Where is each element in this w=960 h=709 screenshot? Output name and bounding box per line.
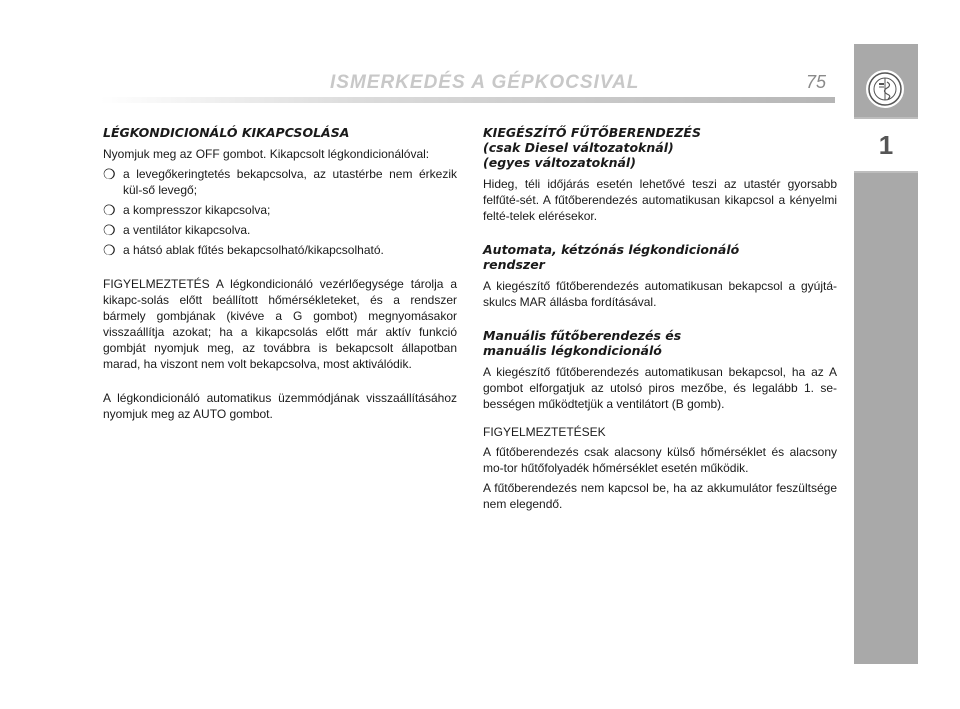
auto-text: A légkondicionáló automatikus üzemmódjának visszaállításához nyomjuk meg az AUTO gombot.	[103, 391, 457, 421]
chapter-tab[interactable]: 1	[854, 117, 918, 173]
automatic-text: A kiegészítő fűtőberendezés automatikusan bekapcsol a gyújtá-skulcs MAR állásba fordításával.	[483, 279, 837, 309]
list-item: ❍ a hátsó ablak fűtés bekapcsolható/kikapcsolható.	[103, 242, 384, 258]
alfa-romeo-badge-icon	[868, 72, 902, 106]
warning-text-1: A fűtőberendezés csak alacsony külső hőmérséklet és alacsony mo-tor hűtőfolyadék hőmérséklet esetén működik.	[483, 445, 837, 475]
header-rule	[100, 97, 835, 103]
running-header-title: ISMERKEDÉS A GÉPKOCSIVAL	[330, 72, 640, 93]
warnings-title: FIGYELMEZTETÉSEK	[483, 425, 606, 439]
warning-text: FIGYELMEZTETÉS A légkondicionáló vezérlőegysége tárolja a kikapc-solás előtt beállított hőmérsékleteket, és a rendszer bármely gombjának (kivéve a G gombot) megnyomásakor visszaállítja azokat; ha a kikapcsolás előtt már aktív funkció gombját nyomjuk meg, az továbbra is bekapcsolt állapotban marad, ha viszont nem volt bekapcsolva, most aktiválódik.	[103, 277, 457, 371]
left-column	[103, 125, 457, 426]
section-heading: LÉGKONDICIONÁLÓ KIKAPCSOLÁSA	[103, 125, 350, 140]
subheading-automatic: Automata, kétzónás légkondicionáló rendszer	[483, 242, 740, 272]
right-column	[483, 125, 837, 516]
page-number: 75	[806, 72, 827, 92]
list-item: ❍ a ventilátor kikapcsolva.	[103, 222, 251, 238]
manual-text: A kiegészítő fűtőberendezés automatikusan bekapcsol, ha az A gombot elforgatjuk az utolsó piros mezőbe, és legalább 1. se-bességen működtetjük a ventilátort (B gomb).	[483, 365, 837, 411]
warning-text-2: A fűtőberendezés nem kapcsol be, ha az akkumulátor feszültsége nem elegendő.	[483, 481, 837, 511]
intro-text: Nyomjuk meg az OFF gombot. Kikapcsolt légkondicionálóval:	[103, 147, 430, 161]
section-heading-heater: KIEGÉSZÍTŐ FŰTŐBERENDEZÉS (csak Diesel változatoknál) (egyes változatoknál)	[483, 125, 701, 170]
circle-bullet-icon: ❍	[103, 166, 116, 182]
heater-description: Hideg, téli időjárás esetén lehetővé teszi az utastér gyorsabb felfűté-sét. A fűtőberendezés automatikusan kikapcsol a kényelmi felté-telek elérésekor.	[483, 177, 837, 223]
circle-bullet-icon: ❍	[103, 222, 116, 238]
circle-bullet-icon: ❍	[103, 202, 116, 218]
list-item: ❍ a levegőkeringtetés bekapcsolva, az utastérbe nem érkezik kül-ső levegő;	[103, 166, 457, 197]
circle-bullet-icon: ❍	[103, 242, 116, 258]
brand-logo-icon	[866, 70, 904, 108]
list-item: ❍ a kompresszor kikapcsolva;	[103, 202, 271, 218]
subheading-manual: Manuális fűtőberendezés és manuális légkondicionáló	[483, 328, 682, 358]
